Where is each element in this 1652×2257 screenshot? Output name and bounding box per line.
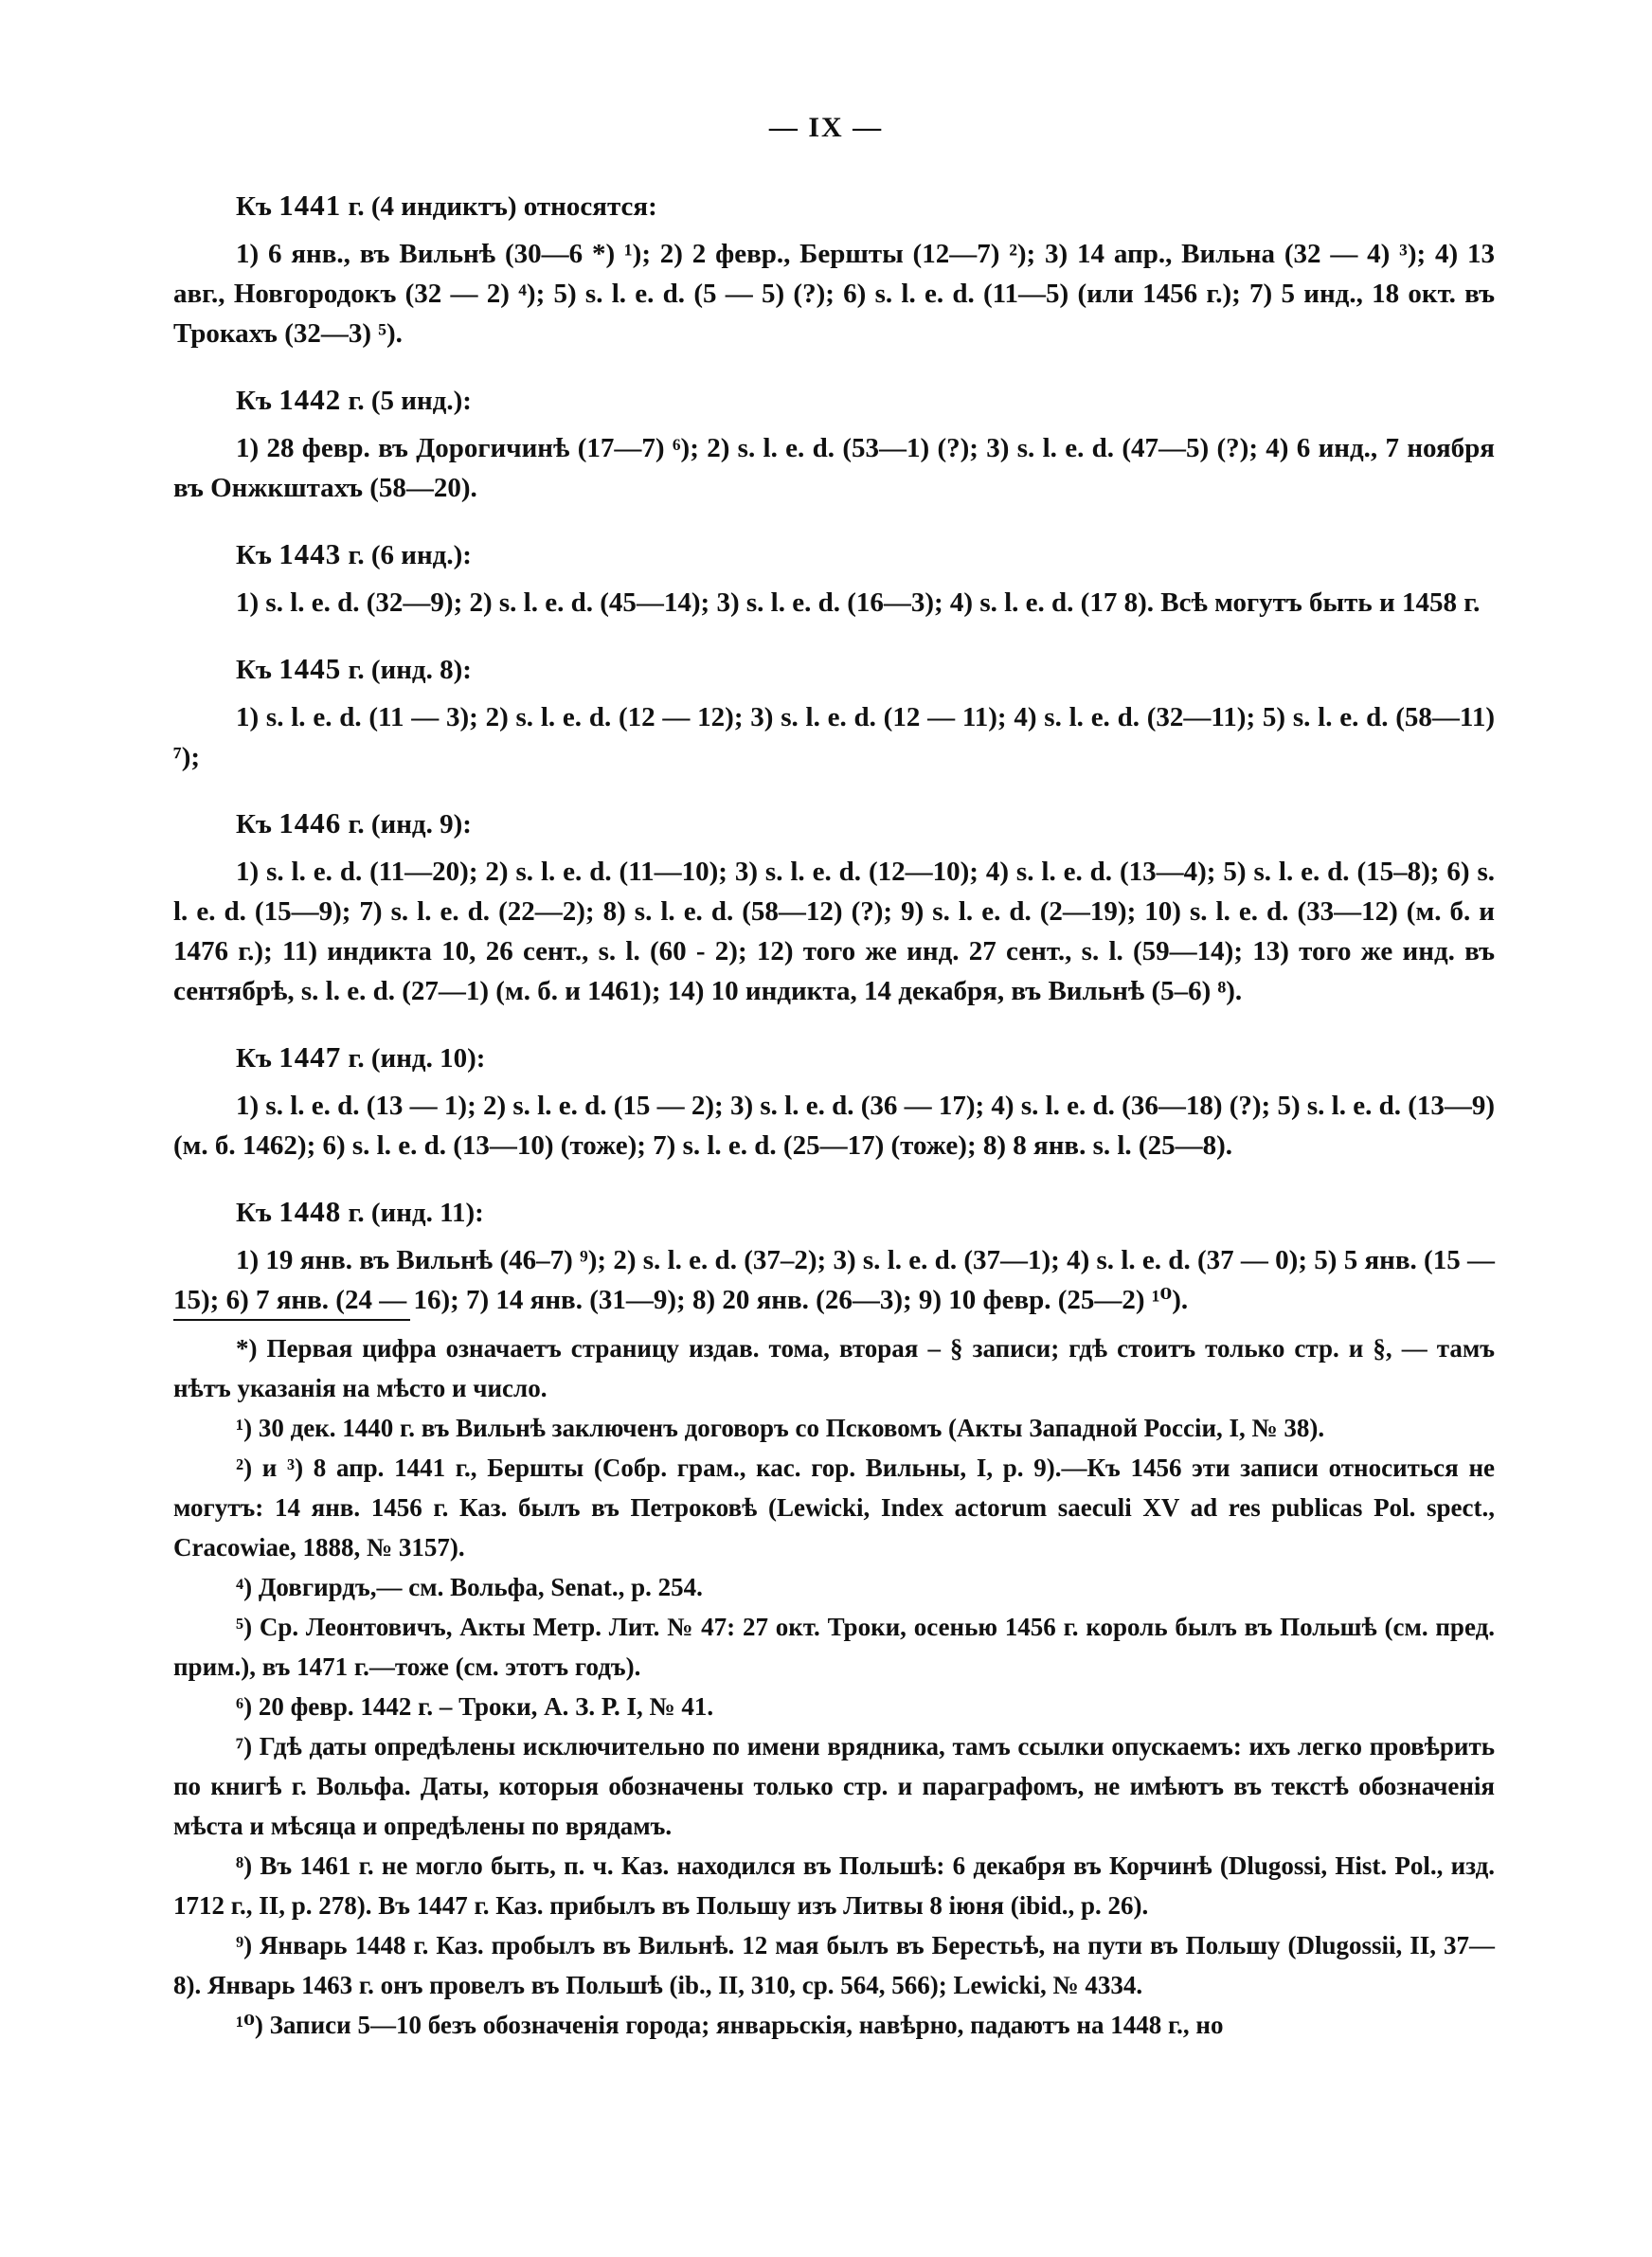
footnote: ⁹) Январь 1448 г. Каз. пробылъ въ Вильнѣ. 12 мая былъ въ Берестьѣ, на пути въ Польшу (Dlugossii, II, 37—8). Январь 1463 г. онъ провелъ въ Польшѣ (ib., II, 310, ср. 564, 566); Lewicki, № 4334. [173, 1931, 1495, 1999]
section-text: 1) 19 янв. въ Вильнѣ (46–7) ⁹); 2) s. l. e. d. (37–2); 3) s. l. e. d. (37—1); 4) s. l. e. d. (37 — 0); 5) 5 янв. (15 — 15); 6) 7 янв. (24 — 16); 7) 14 янв. (31—9); 8) 20 янв. (26—3); 9) 10 февр. (25—2) ¹⁰). [173, 1245, 1495, 1315]
footnote-divider [173, 1319, 410, 1321]
heading-year: 1441 [278, 189, 342, 222]
heading-year: 1445 [278, 652, 342, 685]
footnote: ¹) 30 дек. 1440 г. въ Вильнѣ заключенъ договоръ со Псковомъ (Акты Западной Россіи, I, № 38). [236, 1414, 1325, 1442]
main-text [173, 186, 1495, 1346]
footnote: ⁴) Довгирдъ,— см. Вольфа, Senat., p. 254. [236, 1573, 703, 1601]
heading-suffix: г. (инд. 9): [348, 809, 472, 840]
footnote: *) Первая цифра означаетъ страницу издав. тома, вторая – § записи; гдѣ стоитъ только стр. и §, — тамъ нѣтъ указанія на мѣсто и число. [173, 1334, 1495, 1402]
section-heading [236, 380, 1495, 421]
heading-prefix: Къ [236, 1043, 272, 1074]
heading-suffix: г. (4 индиктъ) относятся: [348, 191, 657, 222]
footnote: ¹⁰) Записи 5—10 безъ обозначенія города; январьскія, навѣрно, падаютъ на 1448 г., но [236, 2011, 1224, 2039]
heading-year: 1448 [278, 1195, 342, 1228]
heading-suffix: г. (инд. 11): [348, 1198, 484, 1228]
section-text: 1) s. l. e. d. (11 — 3); 2) s. l. e. d. (12 — 12); 3) s. l. e. d. (12 — 11); 4) s. l. e. d. (32—11); 5) s. l. e. d. (58—11) ⁷); [173, 702, 1495, 772]
footnote: ⁵) Ср. Леонтовичъ, Акты Метр. Лит. № 47: 27 окт. Троки, осенью 1456 г. король былъ въ Польшѣ (см. пред. прим.), въ 1471 г.—тоже (см. этотъ годъ). [173, 1613, 1495, 1681]
page-number: — IX — [768, 112, 884, 143]
heading-suffix: г. (5 инд.): [348, 386, 472, 416]
footnote: ²) и ³) 8 апр. 1441 г., Бершты (Собр. грам., кас. гор. Вильны, I, p. 9).—Къ 1456 эти записи относиться не могутъ: 14 янв. 1456 г. Каз. былъ въ Петроковѣ (Lewicki, Index actorum saeculi XV ad res publicas Pol. spect., Cracowiae, 1888, № 3157). [173, 1454, 1495, 1562]
heading-prefix: Къ [236, 540, 272, 570]
section-text: 1) s. l. e. d. (11—20); 2) s. l. e. d. (11—10); 3) s. l. e. d. (12—10); 4) s. l. e. d. (13—4); 5) s. l. e. d. (15–8); 6) s. l. e. d. (15—9); 7) s. l. e. d. (22—2); 8) s. l. e. d. (58—12) (?); 9) s. l. e. d. (2—19); 10) s. l. e. d. (33—12) (м. б. и 1476 г.); 11) индикта 10, 26 сент., s. l. (60 - 2); 12) того же инд. 27 сент., s. l. (59—14); 13) того же инд. въ сентябрѣ, s. l. e. d. (27—1) (м. б. и 1461); 14) 10 индикта, 14 декабря, въ Вильнѣ (5–6) ⁸). [173, 857, 1495, 1006]
heading-prefix: Къ [236, 386, 272, 416]
footnote: ⁸) Въ 1461 г. не могло быть, п. ч. Каз. находился въ Польшѣ: 6 декабря въ Корчинѣ (Dlugossi, Hist. Pol., изд. 1712 г., II, p. 278). Въ 1447 г. Каз. прибылъ въ Польшу изъ Литвы 8 іюня (ibid., p. 26). [173, 1851, 1495, 1920]
section-heading [236, 803, 1495, 844]
heading-year: 1447 [278, 1040, 342, 1074]
section-text: 1) 28 февр. въ Дорогичинѣ (17—7) ⁶); 2) s. l. e. d. (53—1) (?); 3) s. l. e. d. (47—5) (?); 4) 6 инд., 7 ноября въ Онжкштахъ (58—20). [173, 433, 1495, 503]
section-text: 1) s. l. e. d. (13 — 1); 2) s. l. e. d. (15 — 2); 3) s. l. e. d. (36 — 17); 4) s. l. e. d. (36—18) (?); 5) s. l. e. d. (13—9) (м. б. 1462); 6) s. l. e. d. (13—10) (тоже); 7) s. l. e. d. (25—17) (тоже); 8) 8 янв. s. l. (25—8). [173, 1091, 1496, 1161]
heading-prefix: Къ [236, 191, 272, 222]
section-text: 1) s. l. e. d. (32—9); 2) s. l. e. d. (45—14); 3) s. l. e. d. (16—3); 4) s. l. e. d. (17 8). Всѣ могутъ быть и 1458 г. [236, 587, 1481, 618]
section-heading [236, 1192, 1495, 1233]
section-heading [236, 534, 1495, 575]
footnotes [173, 1328, 1495, 2045]
heading-prefix: Къ [236, 655, 272, 685]
footnote: ⁷) Гдѣ даты опредѣлены исключительно по имени врядника, тамъ ссылки опускаемъ: ихъ легко провѣрить по книгѣ г. Вольфа. Даты, которыя обозначены только стр. и параграфомъ, не имѣютъ въ текстѣ обозначенія мѣста и мѣсяца и опредѣлены по врядамъ. [173, 1732, 1495, 1840]
section-heading [236, 1038, 1495, 1078]
section-text: 1) 6 янв., въ Вильнѣ (30—6 *) ¹); 2) 2 февр., Бершты (12—7) ²); 3) 14 апр., Вильна (32 — 4) ³); 4) 13 авг., Новгородокъ (32 — 2) ⁴); 5) s. l. e. d. (5 — 5) (?); 6) s. l. e. d. (11—5) (или 1456 г.); 7) 5 инд., 18 окт. въ Трокахъ (32—3) ⁵). [173, 239, 1495, 349]
heading-suffix: г. (6 инд.): [348, 540, 472, 570]
footnote: ⁶) 20 февр. 1442 г. – Троки, А. З. Р. I, № 41. [236, 1692, 714, 1721]
heading-prefix: Къ [236, 809, 272, 840]
heading-prefix: Къ [236, 1198, 272, 1228]
heading-suffix: г. (инд. 8): [348, 655, 472, 685]
heading-year: 1446 [278, 806, 342, 840]
heading-year: 1442 [278, 383, 342, 416]
heading-year: 1443 [278, 537, 342, 570]
heading-suffix: г. (инд. 10): [348, 1043, 486, 1074]
section-heading [236, 186, 1495, 226]
section-heading [236, 649, 1495, 690]
